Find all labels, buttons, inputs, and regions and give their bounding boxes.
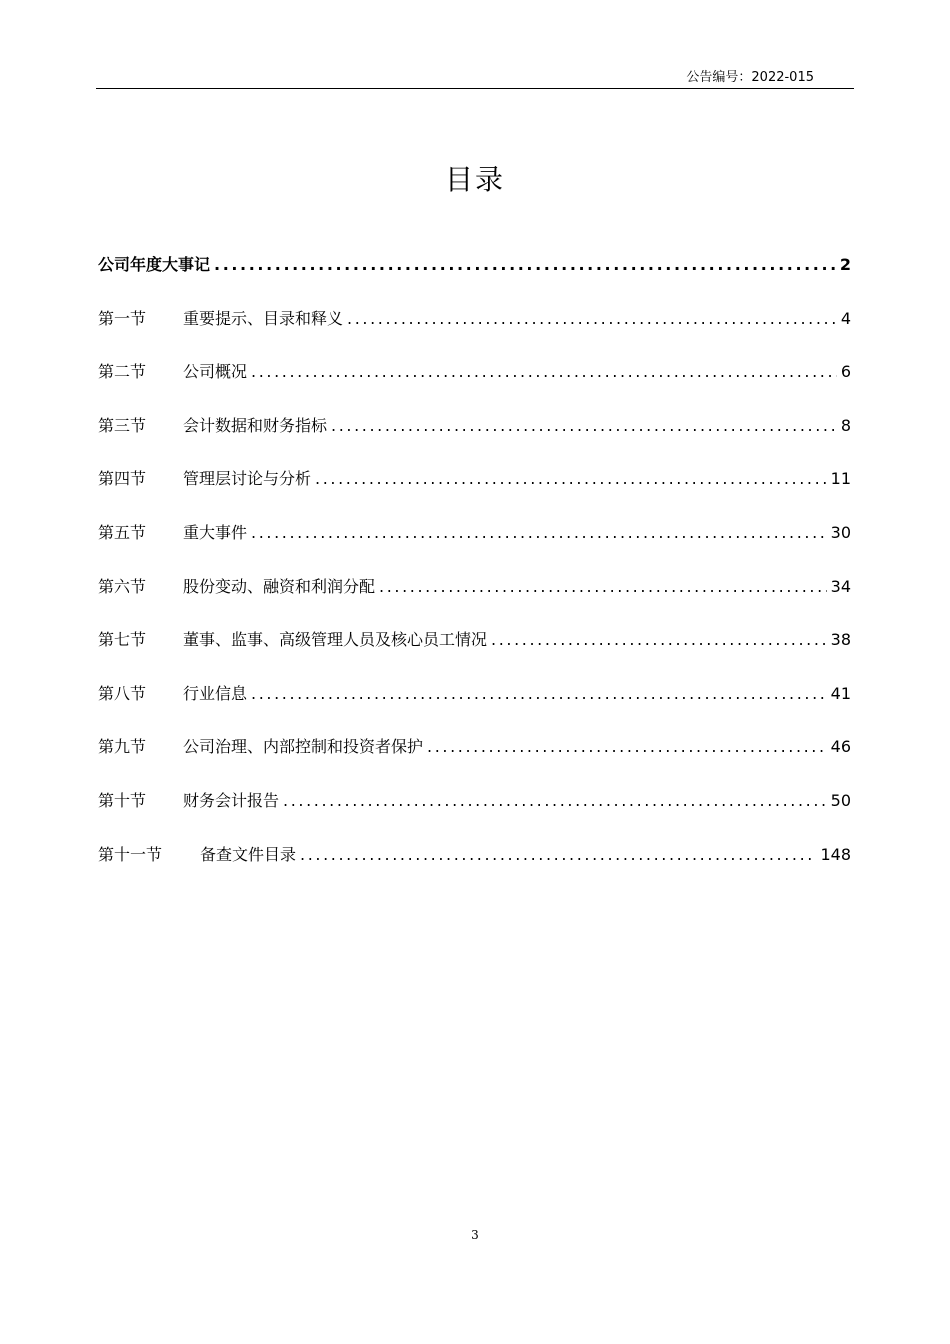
toc-leader-dots (300, 845, 816, 864)
toc-entry-section: 第七节 (98, 630, 147, 650)
toc-entry-section-11[interactable] (98, 842, 851, 896)
toc-entry-section-6[interactable] (98, 574, 851, 628)
toc-entry-page: 4 (840, 308, 851, 328)
toc-leader-dots (251, 523, 827, 542)
toc-leader-dots (315, 469, 827, 488)
toc-entry-page: 2 (839, 255, 851, 274)
page-number: 3 (471, 1228, 479, 1242)
toc-entry-title: 公司年度大事记 (98, 255, 211, 274)
toc-entry-section: 第八节 (98, 683, 147, 703)
header-divider (96, 88, 854, 89)
toc-entry-page: 50 (830, 790, 851, 810)
toc-entry-title: 公司概况 (183, 362, 248, 382)
announcement-number: 公告编号：2022-015 (686, 70, 814, 85)
table-of-contents (98, 252, 851, 895)
toc-entry-title: 重大事件 (183, 522, 248, 542)
toc-entry-title: 行业信息 (183, 683, 248, 703)
toc-entry-section-2[interactable] (98, 359, 851, 413)
toc-entry-title: 财务会计报告 (183, 790, 280, 810)
toc-entry-section: 第九节 (98, 737, 147, 757)
toc-entry-section-8[interactable] (98, 681, 851, 735)
toc-leader-dots (214, 255, 836, 274)
toc-leader-dots (379, 577, 827, 596)
toc-entry-page: 38 (830, 630, 851, 650)
toc-entry-page: 46 (830, 737, 851, 757)
toc-entry-page: 34 (830, 576, 851, 596)
toc-leader-dots (347, 309, 837, 328)
toc-leader-dots (251, 684, 827, 703)
toc-entry-title: 管理层讨论与分析 (183, 469, 312, 489)
toc-entry-page: 148 (820, 844, 851, 864)
toc-entry-section: 第十节 (98, 790, 147, 810)
toc-leader-dots (491, 630, 827, 649)
toc-entry-section: 第一节 (98, 308, 147, 328)
toc-entry-section-10[interactable] (98, 788, 851, 842)
toc-leader-dots (251, 362, 837, 381)
toc-entry-page: 30 (830, 522, 851, 542)
toc-entry-section: 第二节 (98, 362, 147, 382)
toc-leader-dots (331, 416, 837, 435)
toc-entry-section-4[interactable] (98, 466, 851, 520)
toc-entry-page: 8 (840, 415, 851, 435)
toc-entry-title: 公司治理、内部控制和投资者保护 (183, 737, 424, 757)
toc-entry-page: 6 (840, 362, 851, 382)
toc-entry-section-9[interactable] (98, 734, 851, 788)
toc-leader-dots (427, 737, 827, 756)
toc-entry-title: 股份变动、融资和利润分配 (183, 576, 376, 596)
toc-entry-annual-events[interactable] (98, 252, 851, 306)
toc-entry-section-7[interactable] (98, 627, 851, 681)
toc-entry-title: 重要提示、目录和释义 (183, 308, 344, 328)
toc-entry-title: 备查文件目录 (200, 844, 297, 864)
toc-entry-section: 第六节 (98, 576, 147, 596)
toc-entry-section-1[interactable] (98, 306, 851, 360)
toc-entry-section: 第四节 (98, 469, 147, 489)
toc-entry-section-3[interactable] (98, 413, 851, 467)
toc-entry-page: 41 (830, 683, 851, 703)
page-title: 目录 (444, 163, 505, 196)
toc-entry-section: 第五节 (98, 522, 147, 542)
toc-entry-page: 11 (830, 469, 851, 489)
toc-entry-title: 董事、监事、高级管理人员及核心员工情况 (183, 630, 488, 650)
toc-entry-section: 第十一节 (98, 844, 163, 864)
toc-entry-section-5[interactable] (98, 520, 851, 574)
toc-leader-dots (283, 791, 827, 810)
toc-entry-title: 会计数据和财务指标 (183, 415, 328, 435)
toc-entry-section: 第三节 (98, 415, 147, 435)
